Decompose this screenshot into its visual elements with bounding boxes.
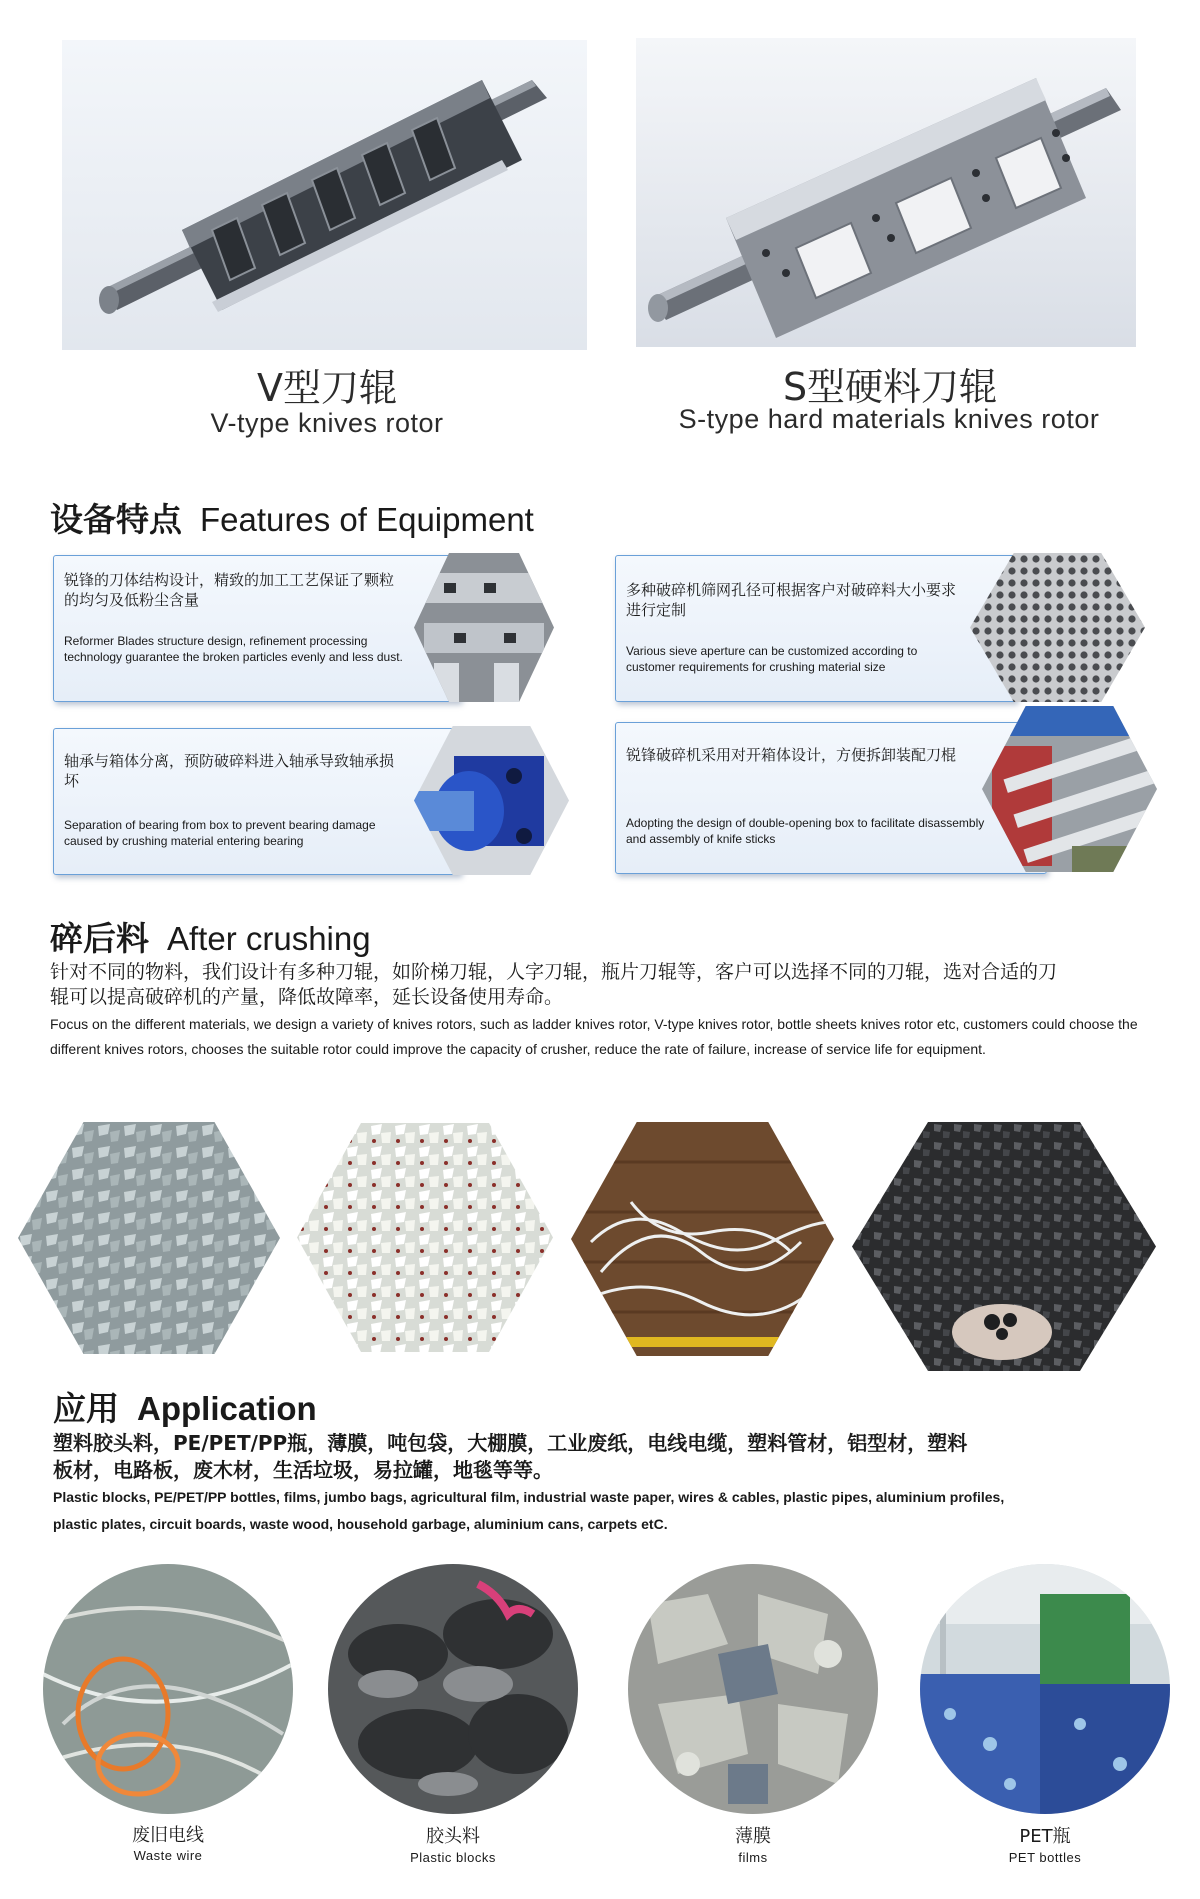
plastic-blocks-image <box>328 1564 578 1814</box>
after-crushing-text-en: Focus on the different materials, we design a variety of knives rotors, such as ladder knives rotor, V-type knives rotor, bottle sheets knives rotor etc, customers could choose the different knives rotors, chooses the suitable rotor could improve the capacity of crusher, reduce the rate of failure, increase of service life for equipment. <box>50 1016 1138 1057</box>
features-section-title <box>50 494 534 541</box>
feature-card-blades <box>53 555 461 702</box>
feature-text-cn: 多种破碎机筛网孔径可根据客户对破碎料大小要求进行定制 <box>626 581 957 619</box>
crushed-black-granules-image <box>852 1122 1156 1371</box>
feature-card-bearing <box>53 728 461 875</box>
feature-text-en: Separation of bearing from box to prevent bearing damage caused by crushing material entering bearing <box>64 818 376 848</box>
plastic-blocks-label-cn: 胶头料 <box>426 1826 480 1847</box>
application-text-en: Plastic blocks, PE/PET/PP bottles, films, jumbo bags, agricultural film, industrial waste paper, wires & cables, plastic pipes, aluminium profiles, plastic plates, circuit boards, waste wood, household garbage, aluminium cans, carpets etC. <box>53 1489 1005 1532</box>
waste-wire-label-en: Waste wire <box>133 1848 203 1863</box>
plastic-blocks-label-en: Plastic blocks <box>410 1850 496 1865</box>
application-text-cn: 塑料胶头料，PE/PET/PP瓶，薄膜，吨包袋，大棚膜，工业废纸，电线电缆，塑料管材，铝型材，塑料板材，电路板，废木材，生活垃圾，易拉罐，地毯等等。 <box>53 1431 968 1482</box>
feature-card-box <box>615 722 1047 874</box>
v-type-rotor-image <box>62 40 587 350</box>
application-title-cn: 应用 <box>53 1389 119 1428</box>
feature-text-en: Reformer Blades structure design, refinement processing technology guarantee the broken particles evenly and less dust. <box>64 634 403 664</box>
feature-text-en: Adopting the design of double-opening box to facilitate disassembly and assembly of knife sticks <box>626 816 985 846</box>
feature-card-sieve <box>615 555 1017 702</box>
films-image <box>628 1564 878 1814</box>
films-label-cn: 薄膜 <box>735 1826 771 1847</box>
s-rotor-title-cn: S型硬料刀辊 <box>782 365 998 409</box>
pet-bottles-image <box>920 1564 1170 1814</box>
pet-bottles-label-cn: PET瓶 <box>1019 1826 1071 1847</box>
feature-text-cn: 锐锋破碎机采用对开箱体设计，方便拆卸装配刀棍 <box>626 746 957 764</box>
application-title-en: Application <box>137 1390 317 1427</box>
after-crushing-text-cn: 针对不同的物料，我们设计有多种刀辊，如阶梯刀辊，人字刀辊，瓶片刀辊等，客户可以选择不同的刀辊，选对合适的刀辊可以提高破碎机的产量，降低故障率，延长设备使用寿命。 <box>50 961 1058 1008</box>
crushed-white-plastic-image <box>297 1123 553 1352</box>
s-type-rotor-image <box>636 38 1136 347</box>
s-rotor-title-en: S-type hard materials knives rotor <box>678 404 1100 434</box>
after-crushing-section-title <box>50 913 371 960</box>
pet-bottles-label-en: PET bottles <box>1008 1850 1082 1865</box>
application-section-title <box>53 1383 317 1430</box>
features-title-en: Features of Equipment <box>200 501 534 538</box>
feature-text-cn: 轴承与箱体分离，预防破碎料进入轴承导致轴承损坏 <box>64 752 395 790</box>
features-title-cn: 设备特点 <box>50 500 182 539</box>
v-rotor-title-en: V-type knives rotor <box>210 408 444 438</box>
waste-wire-image <box>43 1564 293 1814</box>
after-crushing-title-cn: 碎后料 <box>50 919 149 958</box>
waste-wire-label-cn: 废旧电线 <box>132 1825 204 1846</box>
after-crushing-title-en: After crushing <box>167 920 371 957</box>
films-label-en: films <box>738 1850 768 1865</box>
feature-text-cn: 锐锋的刀体结构设计，精致的加工工艺保证了颗粒的均匀及低粉尘含量 <box>64 571 395 609</box>
v-rotor-title-cn: V型刀辊 <box>257 366 397 410</box>
feature-text-en: Various sieve aperture can be customized according to customer requirements for crushing material size <box>626 644 918 674</box>
crushed-film-fibers-image <box>571 1122 834 1356</box>
crushed-pet-flakes-image <box>18 1122 280 1354</box>
